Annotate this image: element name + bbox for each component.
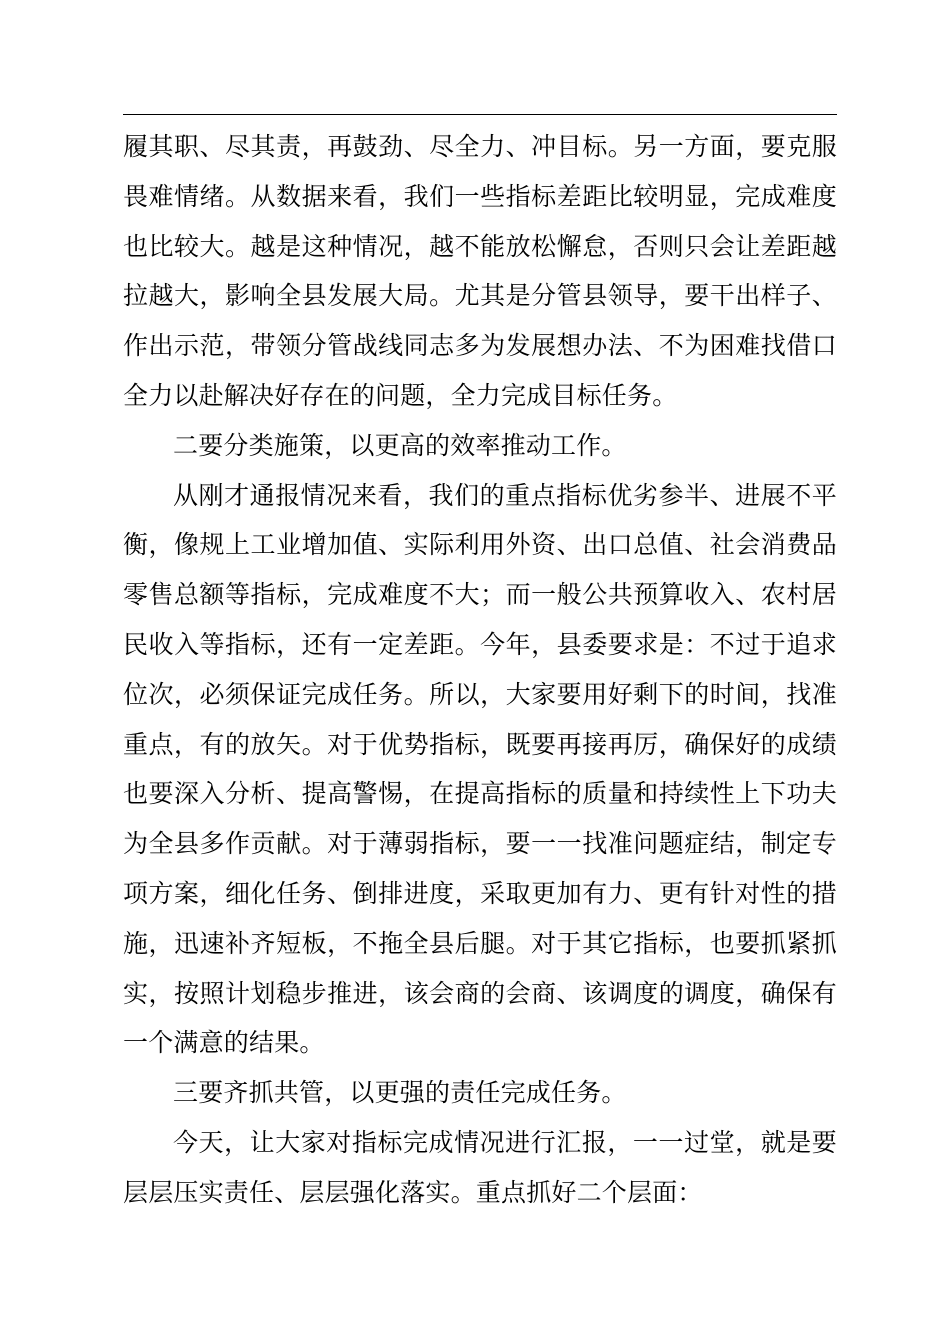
paragraph-5: 今天，让大家对指标完成情况进行汇报，一一过堂，就是要层层压实责任、层层强化落实。重点抓好二个层面：: [123, 1127, 837, 1207]
paragraph-3: 从刚才通报情况来看，我们的重点指标优劣参半、进展不平衡，像规上工业增加值、实际利用外资、出口总值、社会消费品零售总额等指标，完成难度不大；而一般公共预算收入、农村居民收入等指标，还有一定差距。今年，县委要求是：不过于追求位次，必须保证完成任务。所以，大家要用好剩下的时间，找准重点，有的放矢。对于优势指标，既要再接再厉，确保好的成绩也要深入分析、提高警惕，在提高指标的质量和持续性上下功夫为全县多作贡献。对于薄弱指标，要一一找准问题症结，制定专项方案，细化任务、倒排进度，采取更加有力、更有针对性的措施，迅速补齐短板，不拖全县后腿。对于其它指标，也要抓紧抓实，按照计划稳步推进，该会商的会商、该调度的调度，确保有一个满意的结果。: [123, 480, 837, 1058]
header-rule: [123, 114, 837, 115]
paragraph-2-heading: 二要分类施策，以更高的效率推动工作。: [173, 430, 627, 460]
paragraph-4-heading: 三要齐抓共管，以更强的责任完成任务。: [173, 1078, 627, 1108]
paragraph-1: 履其职、尽其责，再鼓劲、尽全力、冲目标。另一方面，要克服畏难情绪。从数据来看，我们一些指标差距比较明显，完成难度也比较大。越是这种情况，越不能放松懈怠，否则只会让差距越拉越大，影响全县发展大局。尤其是分管县领导，要干出样子、作出示范，带领分管战线同志多为发展想办法、不为困难找借口全力以赴解决好存在的问题，全力完成目标任务。: [123, 132, 837, 410]
document-body: [123, 122, 837, 1218]
